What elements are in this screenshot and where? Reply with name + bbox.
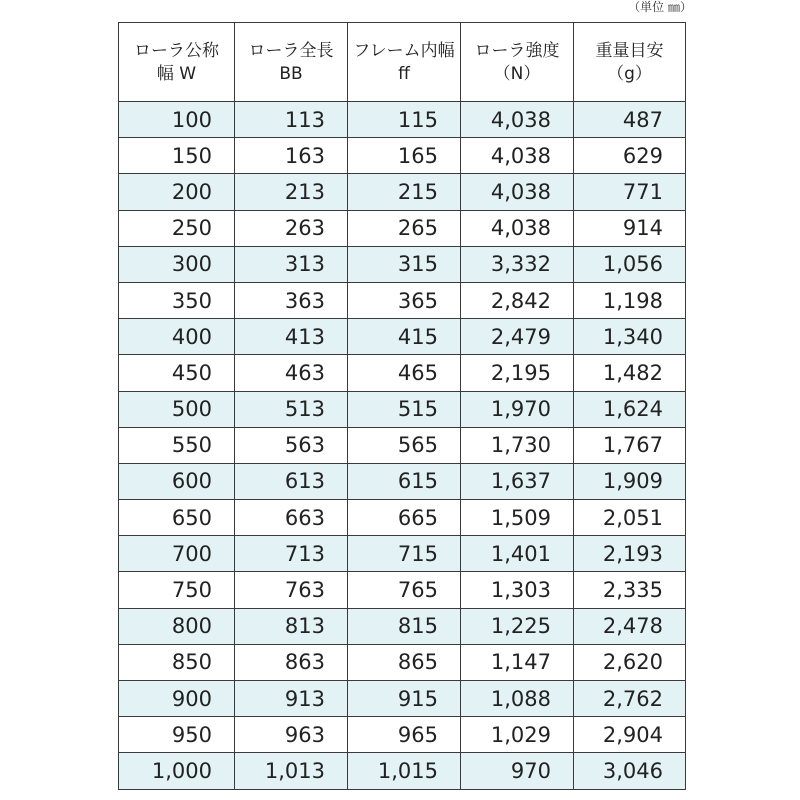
cell-frame-inner-width: 715 [348,536,461,572]
cell-roller-length: 563 [235,427,348,463]
cell-roller-length: 863 [235,644,348,680]
cell-nominal-width: 350 [119,282,235,318]
cell-roller-length: 613 [235,463,348,499]
cell-nominal-width: 650 [119,500,235,536]
cell-weight: 1,909 [574,463,686,499]
cell-roller-length: 463 [235,355,348,391]
cell-weight: 2,335 [574,572,686,608]
cell-weight: 1,624 [574,391,686,427]
cell-nominal-width: 750 [119,572,235,608]
cell-nominal-width: 550 [119,427,235,463]
header-label: 重量目安 [595,41,664,61]
cell-frame-inner-width: 1,015 [348,753,461,789]
cell-nominal-width: 400 [119,319,235,355]
cell-weight: 1,767 [574,427,686,463]
cell-frame-inner-width: 165 [348,138,461,174]
cell-weight: 2,620 [574,644,686,680]
table-body [119,102,686,790]
roller-spec-table [118,22,686,790]
table-row [119,282,686,318]
cell-frame-inner-width: 665 [348,500,461,536]
cell-roller-strength: 4,038 [461,102,574,138]
cell-weight: 1,056 [574,246,686,282]
table-row [119,753,686,789]
cell-roller-length: 963 [235,717,348,753]
table-header [119,23,686,102]
cell-nominal-width: 1,000 [119,753,235,789]
cell-frame-inner-width: 215 [348,174,461,210]
cell-frame-inner-width: 115 [348,102,461,138]
cell-frame-inner-width: 415 [348,319,461,355]
cell-weight: 2,478 [574,608,686,644]
table-row [119,681,686,717]
cell-weight: 1,482 [574,355,686,391]
cell-roller-strength: 2,195 [461,355,574,391]
cell-nominal-width: 700 [119,536,235,572]
cell-frame-inner-width: 915 [348,681,461,717]
header-label: ローラ公称 [134,41,219,61]
cell-roller-strength: 970 [461,753,574,789]
cell-nominal-width: 450 [119,355,235,391]
cell-roller-strength: 1,303 [461,572,574,608]
header-sublabel: ff [398,64,410,84]
table-row [119,644,686,680]
cell-roller-length: 913 [235,681,348,717]
table-row [119,391,686,427]
cell-roller-strength: 4,038 [461,174,574,210]
cell-weight: 487 [574,102,686,138]
cell-roller-length: 113 [235,102,348,138]
cell-weight: 3,046 [574,753,686,789]
table-row [119,500,686,536]
cell-frame-inner-width: 615 [348,463,461,499]
cell-frame-inner-width: 465 [348,355,461,391]
table-row [119,427,686,463]
cell-roller-strength: 4,038 [461,138,574,174]
cell-nominal-width: 300 [119,246,235,282]
cell-roller-strength: 1,147 [461,644,574,680]
table-row [119,572,686,608]
cell-roller-length: 813 [235,608,348,644]
header-roller-length [235,23,348,102]
cell-nominal-width: 250 [119,210,235,246]
cell-roller-length: 513 [235,391,348,427]
header-weight [574,23,686,102]
cell-roller-strength: 1,730 [461,427,574,463]
cell-nominal-width: 200 [119,174,235,210]
table-row [119,355,686,391]
table-row [119,210,686,246]
cell-roller-length: 363 [235,282,348,318]
header-row [119,23,686,102]
header-frame-inner-width [348,23,461,102]
cell-roller-strength: 3,332 [461,246,574,282]
cell-weight: 2,904 [574,717,686,753]
cell-weight: 2,051 [574,500,686,536]
cell-frame-inner-width: 965 [348,717,461,753]
cell-weight: 2,762 [574,681,686,717]
table-row [119,102,686,138]
cell-weight: 771 [574,174,686,210]
cell-roller-strength: 1,970 [461,391,574,427]
table-row [119,536,686,572]
cell-frame-inner-width: 265 [348,210,461,246]
cell-frame-inner-width: 565 [348,427,461,463]
cell-weight: 2,193 [574,536,686,572]
table-row [119,138,686,174]
cell-nominal-width: 150 [119,138,235,174]
cell-frame-inner-width: 815 [348,608,461,644]
cell-roller-strength: 1,088 [461,681,574,717]
table-row [119,717,686,753]
cell-roller-length: 763 [235,572,348,608]
cell-roller-length: 313 [235,246,348,282]
cell-weight: 914 [574,210,686,246]
cell-nominal-width: 100 [119,102,235,138]
cell-frame-inner-width: 365 [348,282,461,318]
table-row [119,246,686,282]
cell-frame-inner-width: 765 [348,572,461,608]
table-row [119,174,686,210]
cell-weight: 1,340 [574,319,686,355]
cell-roller-strength: 2,842 [461,282,574,318]
cell-weight: 629 [574,138,686,174]
header-sublabel: 幅 W [156,64,197,84]
cell-nominal-width: 500 [119,391,235,427]
cell-roller-length: 663 [235,500,348,536]
cell-nominal-width: 600 [119,463,235,499]
cell-frame-inner-width: 315 [348,246,461,282]
cell-roller-length: 713 [235,536,348,572]
unit-note: （単位 ㎜） [628,0,692,14]
cell-nominal-width: 900 [119,681,235,717]
header-roller-strength [461,23,574,102]
header-sublabel: （g） [607,64,652,84]
cell-roller-strength: 4,038 [461,210,574,246]
header-label: ローラ強度 [474,41,560,61]
cell-nominal-width: 950 [119,717,235,753]
header-sublabel: BB [279,64,303,84]
header-label: ローラ全長 [248,41,334,61]
header-label: フレーム内幅 [353,41,455,61]
cell-roller-strength: 1,401 [461,536,574,572]
cell-roller-strength: 1,029 [461,717,574,753]
cell-nominal-width: 800 [119,608,235,644]
cell-roller-length: 163 [235,138,348,174]
cell-roller-length: 213 [235,174,348,210]
cell-roller-strength: 1,637 [461,463,574,499]
cell-nominal-width: 850 [119,644,235,680]
header-sublabel: （N） [493,64,541,84]
cell-roller-strength: 2,479 [461,319,574,355]
table-row [119,608,686,644]
cell-frame-inner-width: 865 [348,644,461,680]
cell-roller-length: 1,013 [235,753,348,789]
cell-weight: 1,198 [574,282,686,318]
cell-roller-length: 413 [235,319,348,355]
cell-roller-strength: 1,509 [461,500,574,536]
header-nominal-width [119,23,235,102]
cell-frame-inner-width: 515 [348,391,461,427]
table-row [119,463,686,499]
cell-roller-length: 263 [235,210,348,246]
table-row [119,319,686,355]
cell-roller-strength: 1,225 [461,608,574,644]
